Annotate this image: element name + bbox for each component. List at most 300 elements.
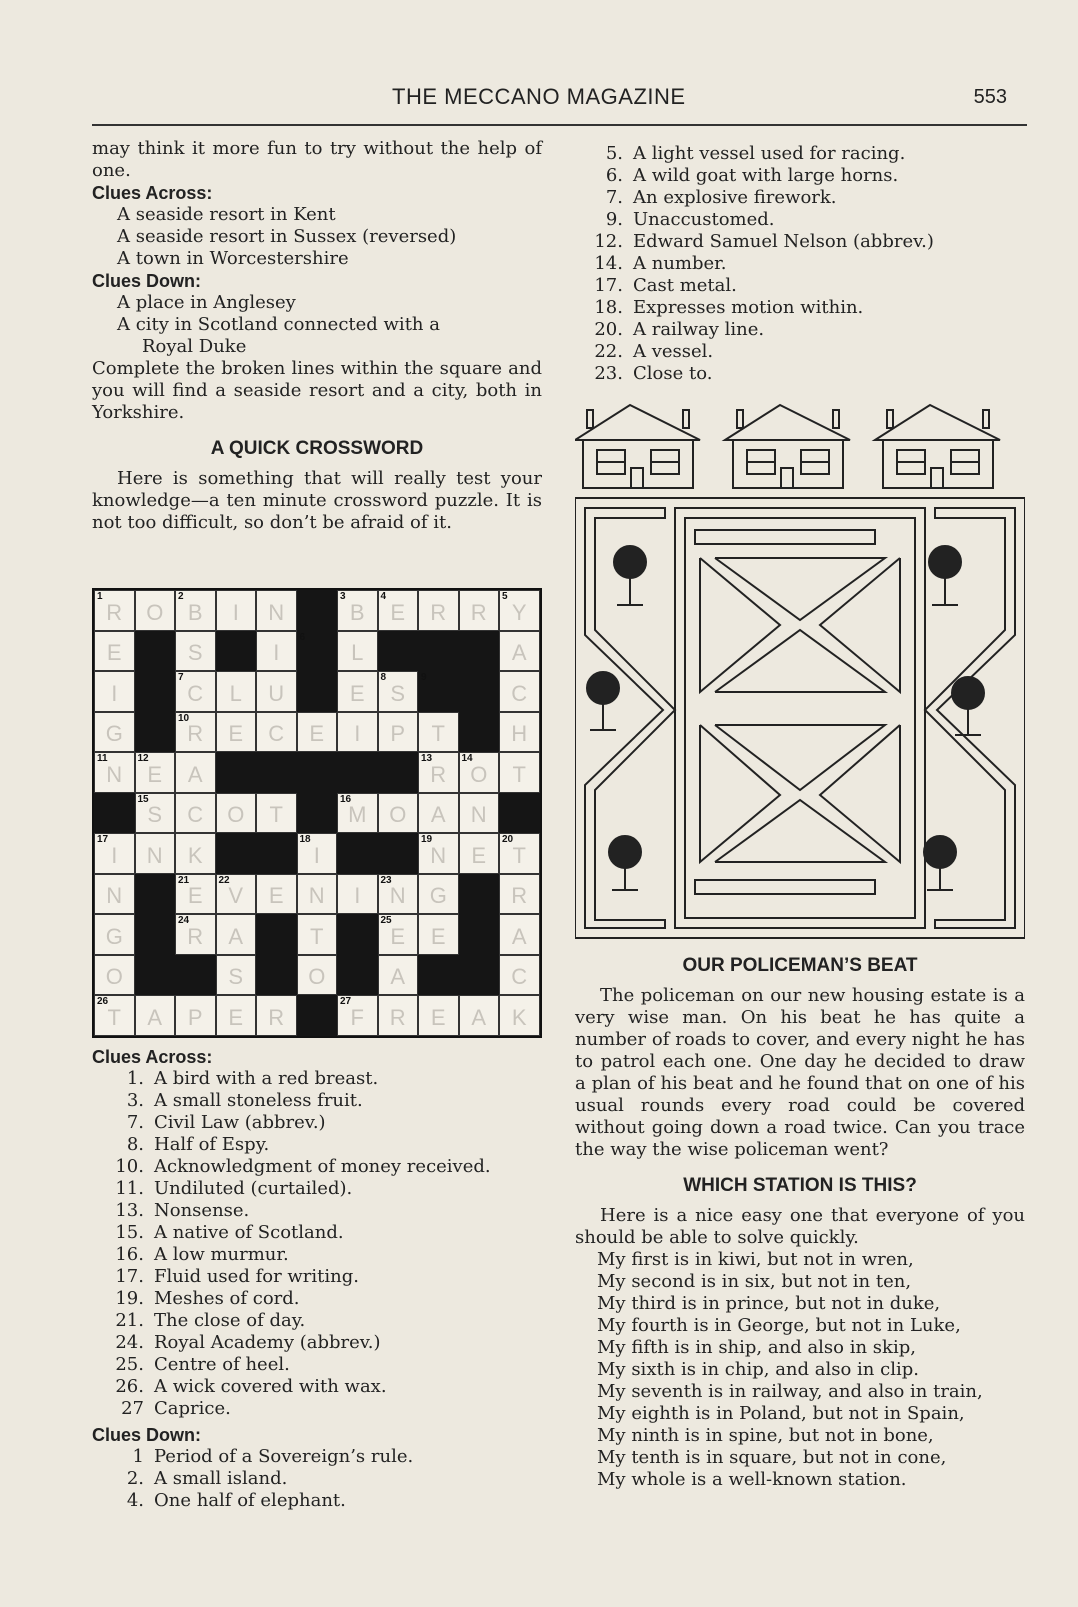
clue-text: Expresses motion within. (633, 297, 864, 318)
cell-letter: K (187, 842, 203, 868)
crossword-cell[interactable] (256, 712, 297, 753)
riddle-line: My first is in kiwi, but not in wren, (597, 1249, 914, 1270)
cell-number: 27 (340, 996, 352, 1007)
cell-number: 10 (178, 712, 190, 724)
crossword-cell[interactable] (135, 995, 176, 1036)
cell-letter: E (147, 761, 163, 787)
crossword-cell[interactable] (216, 955, 257, 996)
crossword-cell[interactable] (94, 712, 135, 753)
cell-number: 3 (340, 591, 346, 602)
crossword-black-cell (135, 955, 176, 996)
cell-letter: O (389, 802, 407, 827)
tree-icon (929, 546, 961, 605)
clue-number: 17. (115, 1266, 144, 1287)
crossword-black-cell (135, 631, 176, 672)
clue-line: Royal Duke (142, 336, 247, 357)
crossword-cell[interactable] (499, 874, 540, 915)
cell-letter: L (229, 680, 242, 706)
cell-letter: T (512, 842, 526, 868)
cell-number: 21 (178, 874, 190, 886)
crossword-cell[interactable] (499, 914, 540, 955)
clue-item (92, 1490, 542, 1512)
clue-item (92, 1332, 542, 1354)
across-clues-list (92, 1068, 542, 1420)
cell-letter: E (268, 883, 284, 908)
crossword-cell[interactable] (418, 833, 459, 874)
crossword-cell[interactable] (378, 914, 419, 955)
cell-letter: A (511, 923, 527, 949)
crossword-black-cell (135, 671, 176, 712)
road-triangle (715, 800, 885, 862)
crossword-black-cell (216, 833, 257, 874)
cell-number: 19 (421, 834, 433, 845)
house-icon (875, 405, 1000, 488)
clue-text: Caprice. (154, 1398, 231, 1419)
clue-text: A number. (633, 253, 727, 274)
clue-text: A light vessel used for racing. (633, 143, 906, 164)
clue-item (92, 1178, 542, 1200)
crossword-cell[interactable] (256, 671, 297, 712)
crossword-black-cell (297, 752, 338, 793)
cell-number: 8 (380, 672, 387, 683)
clue-number: 3. (126, 1090, 144, 1111)
crossword-cell[interactable] (499, 631, 540, 672)
crossword-cell[interactable] (94, 955, 135, 996)
crossword-cell[interactable] (459, 752, 500, 793)
cell-letter: E (430, 923, 446, 949)
clue-text: A wick covered with wax. (154, 1376, 387, 1397)
riddle-line: My whole is a well-known station. (597, 1469, 907, 1490)
crossword-cell[interactable] (418, 752, 459, 793)
cell-letter: S (147, 802, 163, 827)
crossword-black-cell (297, 793, 338, 834)
beat-plan-svg (575, 400, 1025, 940)
cell-number: 24 (178, 915, 190, 926)
road-strip (695, 530, 875, 544)
crossword-cell[interactable] (256, 793, 297, 834)
clue-number: 22. (594, 341, 623, 362)
crossword-cell[interactable] (337, 712, 378, 753)
crossword-black-cell (459, 874, 500, 915)
cell-letter: P (390, 721, 406, 746)
crossword-clues-left (92, 1046, 542, 1512)
crossword-cell[interactable] (94, 752, 135, 793)
cell-letter: R (106, 599, 123, 625)
clue-number: 27 (121, 1398, 144, 1419)
crossword-cell[interactable] (175, 793, 216, 834)
clue-text: Centre of heel. (154, 1354, 290, 1375)
crossword-cell[interactable] (94, 833, 135, 874)
crossword-cell[interactable] (297, 874, 338, 915)
cell-letter: C (511, 964, 528, 989)
crossword-cell[interactable] (499, 712, 540, 753)
crossword-cell[interactable] (297, 712, 338, 753)
crossword-cell[interactable] (175, 874, 216, 915)
cell-letter: O (227, 802, 245, 827)
cell-letter: I (111, 680, 118, 706)
crossword-black-cell (499, 793, 540, 834)
crossword-cell[interactable] (418, 995, 459, 1036)
clue-item (575, 165, 1025, 187)
clue-item (575, 363, 1025, 385)
clue-text: Royal Academy (abbrev.) (154, 1332, 381, 1353)
down-clues-list-right (575, 143, 1025, 385)
clue-text: Period of a Sovereign’s rule. (154, 1446, 414, 1467)
crossword-cell[interactable] (499, 752, 540, 793)
clue-item (575, 319, 1025, 341)
cell-number: 14 (461, 753, 473, 764)
clue-item (92, 1266, 542, 1288)
road-triangle (715, 630, 885, 692)
cell-letter: R (430, 599, 447, 625)
riddle-line: My sixth is in chip, and also in clip. (597, 1359, 919, 1380)
crossword-cell[interactable] (175, 590, 216, 631)
crossword-black-cell (378, 833, 419, 874)
clue-text: A vessel. (633, 341, 714, 362)
crossword-cell[interactable] (175, 631, 216, 672)
cell-letter: T (512, 761, 526, 787)
crossword-cell[interactable] (378, 793, 419, 834)
crossword-cell[interactable] (297, 914, 338, 955)
crossword-grid (92, 588, 542, 1038)
clue-text: Edward Samuel Nelson (abbrev.) (633, 231, 934, 252)
clue-item (575, 143, 1025, 165)
cell-letter: A (228, 923, 244, 949)
road-triangle (715, 725, 885, 790)
cell-letter: K (511, 1004, 527, 1030)
riddle-line: My tenth is in square, but not in cone, (597, 1447, 947, 1468)
station-riddle (575, 1249, 1025, 1491)
crossword-cell[interactable] (216, 793, 257, 834)
crossword-cell[interactable] (418, 874, 459, 915)
crossword-cell[interactable] (378, 712, 419, 753)
clue-text: A wild goat with large horns. (633, 165, 899, 186)
clue-number: 19. (115, 1288, 144, 1309)
crossword-cell[interactable] (94, 914, 135, 955)
cell-number: 9 (421, 672, 427, 683)
cell-letter: B (187, 599, 203, 625)
tree-icon (614, 546, 646, 605)
cell-letter: R (187, 721, 204, 746)
clue-item (92, 1068, 542, 1090)
cell-letter: S (187, 640, 203, 665)
cell-letter: E (349, 680, 365, 706)
cell-letter: G (429, 883, 447, 908)
clue-number: 10. (115, 1156, 144, 1177)
cell-letter: A (390, 964, 406, 989)
clue-text: One half of elephant. (154, 1490, 346, 1511)
cell-letter: V (228, 883, 244, 908)
crossword-black-cell (135, 914, 176, 955)
clue-item (92, 1310, 542, 1332)
crossword-black-cell (297, 671, 338, 712)
crossword-black-cell (337, 833, 378, 874)
crossword-cell[interactable] (135, 833, 176, 874)
crossword-black-cell (337, 914, 378, 955)
crossword-cell[interactable] (378, 955, 419, 996)
crossword-cell[interactable] (297, 955, 338, 996)
station-intro: Here is a nice easy one that everyone of you should be able to solve quickly. (575, 1205, 1025, 1248)
clue-number: 23. (594, 363, 623, 384)
crossword-intro: Here is something that will really test your knowledge—a ten minute crossword puzzle. It is not too difficult, so don’t be afraid of it. (92, 468, 542, 533)
cell-letter: I (354, 721, 361, 746)
cell-number: 12 (137, 753, 149, 764)
crossword-cell[interactable] (216, 590, 257, 631)
clue-item (92, 1112, 542, 1134)
crossword-cell[interactable] (337, 631, 378, 672)
cell-letter: N (470, 802, 487, 827)
cell-letter: U (268, 680, 285, 706)
clue-text: Meshes of cord. (154, 1288, 300, 1309)
crossword-cell[interactable] (94, 671, 135, 712)
cell-letter: I (111, 842, 118, 868)
crossword-cell[interactable] (418, 793, 459, 834)
clue-text: An explosive firework. (633, 187, 837, 208)
cell-number: 25 (380, 915, 392, 926)
cell-letter: T (431, 721, 445, 746)
clues-down-heading: Clues Down: (92, 271, 202, 291)
crossword-cell[interactable] (418, 712, 459, 753)
crossword-black-cell (459, 712, 500, 753)
clue-text: A native of Scotland. (154, 1222, 344, 1243)
clue-number: 14. (594, 253, 623, 274)
cell-letter: H (511, 721, 528, 746)
crossword-cell[interactable] (175, 712, 216, 753)
crossword-cell[interactable] (378, 590, 419, 631)
clue-item (92, 1090, 542, 1112)
cell-number: 17 (97, 834, 109, 845)
crossword-cell[interactable] (216, 874, 257, 915)
cell-letter: C (187, 680, 204, 706)
clue-item (92, 1376, 542, 1398)
crossword-cell[interactable] (135, 793, 176, 834)
cell-letter: T (269, 802, 283, 827)
crossword-black-cell (337, 955, 378, 996)
clue-number: 16. (115, 1244, 144, 1265)
cell-letter: E (106, 640, 122, 665)
across-clues-heading: Clues Across: (92, 1047, 213, 1067)
crossword-cell[interactable] (418, 590, 459, 631)
crossword-cell[interactable] (459, 590, 500, 631)
cell-letter: O (470, 761, 488, 787)
cell-letter: O (308, 964, 326, 989)
cell-letter: E (430, 1004, 446, 1030)
cell-number: 7 (178, 672, 184, 683)
crossword-cell[interactable] (499, 671, 540, 712)
crossword-black-cell (459, 914, 500, 955)
cell-letter: N (389, 883, 406, 908)
riddle-line: My ninth is in spine, but not in bone, (597, 1425, 934, 1446)
crossword-cell[interactable] (378, 995, 419, 1036)
cell-letter: T (310, 923, 324, 949)
crossword-cell[interactable] (256, 631, 297, 672)
crossword-black-cell (256, 955, 297, 996)
cell-number: 15 (137, 793, 149, 805)
crossword-cell[interactable] (459, 833, 500, 874)
crossword-cell[interactable] (175, 995, 216, 1036)
cell-number: 22 (218, 874, 230, 886)
crossword-cell[interactable] (337, 671, 378, 712)
tree-icon (924, 836, 956, 890)
clue-text: A small island. (154, 1468, 288, 1489)
crossword-cell[interactable] (297, 833, 338, 874)
crossword-cell[interactable] (216, 671, 257, 712)
clue-text: The close of day. (154, 1310, 306, 1331)
clue-text: A bird with a red breast. (154, 1068, 379, 1089)
crossword-cell[interactable] (175, 671, 216, 712)
cell-letter: N (430, 842, 447, 868)
cell-number: 5 (502, 591, 508, 602)
cell-number: 18 (299, 834, 311, 845)
clue-text: Close to. (633, 363, 713, 384)
clue-text: A small stoneless fruit. (154, 1090, 363, 1111)
clue-number: 18. (594, 297, 623, 318)
crossword-cell[interactable] (499, 590, 540, 631)
clue-item (92, 1288, 542, 1310)
crossword-cell[interactable] (418, 914, 459, 955)
crossword-cell[interactable] (378, 671, 419, 712)
puzzle-intro-text: may think it more fun to try without the help of one. (92, 138, 542, 181)
cell-letter: O (105, 964, 123, 989)
cell-letter: Y (511, 599, 527, 625)
crossword-cell[interactable] (175, 914, 216, 955)
crossword-cell[interactable] (499, 995, 540, 1036)
crossword-black-cell (216, 752, 257, 793)
crossword-black-cell (418, 955, 459, 996)
clue-item (575, 231, 1025, 253)
left-column-top (92, 138, 542, 534)
policeman-beat-diagram (575, 400, 1025, 944)
cell-letter: I (354, 883, 361, 908)
cell-letter: E (187, 883, 203, 908)
crossword-black-cell (297, 590, 338, 631)
clue-number: 25. (115, 1354, 144, 1375)
clue-line: A seaside resort in Kent (117, 204, 336, 225)
clue-number: 15. (115, 1222, 144, 1243)
crossword-black-cell (135, 874, 176, 915)
clue-text: A railway line. (633, 319, 765, 340)
cell-letter: T (107, 1004, 121, 1030)
clue-number: 7. (126, 1112, 144, 1133)
crossword-cell[interactable] (175, 752, 216, 793)
crossword-cell[interactable] (256, 590, 297, 631)
clue-number: 24. (115, 1332, 144, 1353)
crossword-cell[interactable] (256, 874, 297, 915)
crossword-cell[interactable] (499, 955, 540, 996)
riddle-line: My seventh is in railway, and also in train, (597, 1381, 983, 1402)
clue-text: Civil Law (abbrev.) (154, 1112, 326, 1133)
clue-number: 13. (115, 1200, 144, 1221)
cell-number: 6 (299, 631, 306, 643)
crossword-black-cell (297, 631, 338, 672)
cell-letter: A (430, 802, 446, 827)
clue-item (575, 275, 1025, 297)
crossword-cell[interactable] (256, 995, 297, 1036)
cell-number: 2 (178, 591, 184, 602)
riddle-line: My third is in prince, but not in duke, (597, 1293, 941, 1314)
crossword-cell[interactable] (499, 833, 540, 874)
crossword-black-cell (256, 914, 297, 955)
cell-number: 1 (97, 591, 103, 602)
policeman-text: The policeman on our new housing estate is a very wise man. On his beat he has quite a number of roads to cover, and every night he has to patrol each one. One day he decided to draw a plan of his beat and he found that on one of his usual rounds every road could be covered without going down a road twice. Can you trace the way the wise policeman went? (575, 985, 1025, 1160)
crossword-black-cell (256, 833, 297, 874)
clue-number: 11. (115, 1178, 144, 1199)
crossword-cell[interactable] (135, 752, 176, 793)
crossword-cell[interactable] (216, 914, 257, 955)
crossword-black-cell (256, 752, 297, 793)
crossword-cell[interactable] (94, 995, 135, 1036)
clue-item (92, 1398, 542, 1420)
clue-line: A city in Scotland connected with a (117, 314, 440, 335)
road-triangle (700, 558, 780, 692)
clue-number: 2. (126, 1468, 144, 1489)
crossword-cell[interactable] (94, 631, 135, 672)
cell-letter: G (105, 923, 123, 949)
clue-text: Cast metal. (633, 275, 737, 296)
cell-letter: P (187, 1004, 203, 1030)
clue-item (92, 1156, 542, 1178)
cell-letter: I (232, 599, 239, 625)
crossword-cell[interactable] (459, 995, 500, 1036)
cell-letter: E (228, 1004, 244, 1030)
cell-letter: N (106, 761, 123, 787)
clue-item (575, 297, 1025, 319)
clue-number: 7. (605, 187, 623, 208)
crossword-cell[interactable] (459, 793, 500, 834)
cell-letter: N (268, 599, 285, 625)
riddle-line: My fourth is in George, but not in Luke, (597, 1315, 961, 1336)
crossword-black-cell (94, 793, 135, 834)
clue-item (575, 187, 1025, 209)
clue-line: A seaside resort in Sussex (reversed) (117, 226, 457, 247)
cell-letter: L (351, 640, 364, 665)
clue-item (575, 209, 1025, 231)
down-clues-list-left (92, 1446, 542, 1512)
inner-road (675, 508, 925, 928)
crossword-black-cell (175, 955, 216, 996)
cell-letter: I (313, 842, 320, 868)
crossword-cell[interactable] (94, 874, 135, 915)
cell-letter: R (268, 1004, 285, 1030)
clue-item (92, 1244, 542, 1266)
crossword-black-cell (135, 712, 176, 753)
clue-text: A low murmur. (154, 1244, 289, 1265)
crossword-cell[interactable] (216, 995, 257, 1036)
cell-letter: R (470, 599, 487, 625)
cell-letter: E (390, 923, 406, 949)
crossword-cell[interactable] (337, 590, 378, 631)
clue-text: Undiluted (curtailed). (154, 1178, 353, 1199)
cell-letter: C (268, 721, 285, 746)
house-icon (575, 405, 700, 488)
crossword-cell[interactable] (216, 712, 257, 753)
crossword-cell[interactable] (337, 995, 378, 1036)
crossword-cell[interactable] (135, 590, 176, 631)
cell-letter: R (187, 923, 204, 949)
cell-letter: E (228, 721, 244, 746)
crossword-cell[interactable] (94, 590, 135, 631)
page-number: 553 (973, 86, 1007, 108)
crossword-cell[interactable] (175, 833, 216, 874)
cell-letter: R (430, 761, 447, 787)
cell-number: 11 (97, 753, 108, 764)
road-strip (695, 880, 875, 894)
tree-icon (609, 836, 641, 890)
clue-text: Half of Espy. (154, 1134, 270, 1155)
crossword-cell[interactable] (378, 874, 419, 915)
crossword-cell[interactable] (337, 793, 378, 834)
crossword-cell[interactable] (337, 874, 378, 915)
